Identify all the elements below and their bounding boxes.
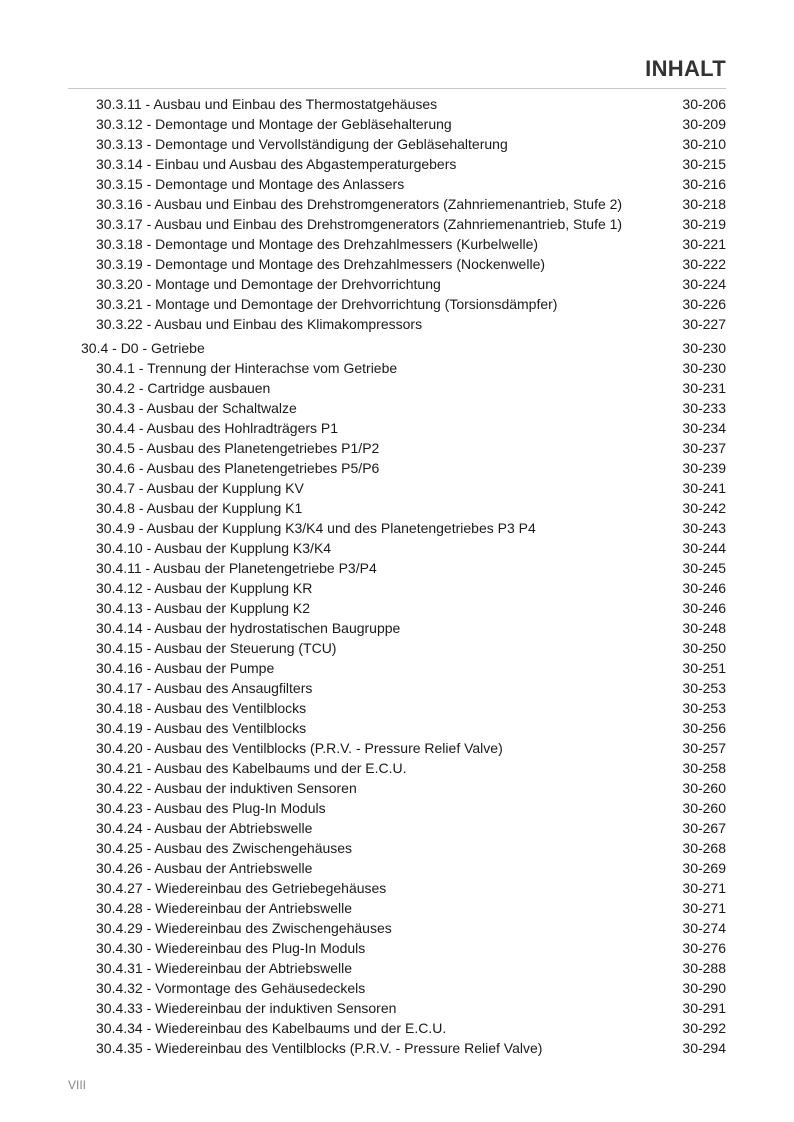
toc-entry-title: 30.3.22 - Ausbau und Einbau des Klimakompressors [96, 316, 423, 332]
toc-page-number: 30-224 [682, 276, 726, 292]
toc-page-number: 30-250 [682, 640, 726, 656]
toc-page-number: 30-227 [682, 316, 726, 332]
toc-entry-title: 30.3.17 - Ausbau und Einbau des Drehstromgenerators (Zahnriemenantrieb, Stufe 1) [96, 216, 623, 232]
toc-entry-title: 30.4.27 - Wiedereinbau des Getriebegehäuses [96, 880, 387, 896]
toc-entry-title: 30.3.13 - Demontage und Vervollständigung der Gebläsehalterung [96, 136, 508, 152]
toc-page-number: 30-215 [682, 156, 726, 172]
toc-page-number: 30-233 [682, 400, 726, 416]
toc-page-number: 30-246 [682, 600, 726, 616]
toc-page-number: 30-260 [682, 780, 726, 796]
toc-page-number: 30-292 [682, 1020, 726, 1036]
toc-entry-row [0, 294, 794, 314]
toc-entry-row [0, 314, 794, 334]
toc-entry-title: 30.4.23 - Ausbau des Plug-In Moduls [96, 800, 326, 816]
toc-entry-title: 30.4.4 - Ausbau des Hohlradträgers P1 [96, 420, 339, 436]
toc-entry-row [0, 398, 794, 418]
toc-page-number: 30-268 [682, 840, 726, 856]
toc-entry-row [0, 978, 794, 998]
toc-entry-row [0, 698, 794, 718]
toc-entry-title: 30.4.1 - Trennung der Hinterachse vom Getriebe [96, 360, 398, 376]
toc-page-number: 30-239 [682, 460, 726, 476]
toc-entry-title: 30.4.17 - Ausbau des Ansaugfilters [96, 680, 313, 696]
toc-entry-title: 30.4.6 - Ausbau des Planetengetriebes P5/P6 [96, 460, 380, 476]
toc-page-number: 30-216 [682, 176, 726, 192]
header-divider [68, 88, 726, 89]
toc-entry-title: 30.3.11 - Ausbau und Einbau des Thermostatgehäuses [96, 96, 438, 112]
toc-page-number: 30-256 [682, 720, 726, 736]
toc-entry-title: 30.3.16 - Ausbau und Einbau des Drehstromgenerators (Zahnriemenantrieb, Stufe 2) [96, 196, 623, 212]
toc-entry-row [0, 918, 794, 938]
toc-entry-row [0, 998, 794, 1018]
toc-entry-row [0, 658, 794, 678]
toc-page-number: 30-251 [682, 660, 726, 676]
toc-entry-title: 30.4.18 - Ausbau des Ventilblocks [96, 700, 307, 716]
toc-entry-row [0, 618, 794, 638]
toc-entry-title: 30.3.19 - Demontage und Montage des Drehzahlmessers (Nockenwelle) [96, 256, 546, 272]
toc-entry-title: 30.4.9 - Ausbau der Kupplung K3/K4 und des Planetengetriebes P3 P4 [96, 520, 536, 536]
toc-entry-row [0, 234, 794, 254]
toc-entry-row [0, 498, 794, 518]
toc-page-number: 30-271 [682, 880, 726, 896]
toc-page-number: 30-267 [682, 820, 726, 836]
toc-entry-title: 30.3.14 - Einbau und Ausbau des Abgastemperaturgebers [96, 156, 457, 172]
toc-entry-row [0, 378, 794, 398]
toc-entry-title: 30.4.20 - Ausbau des Ventilblocks (P.R.V. - Pressure Relief Valve) [96, 740, 503, 756]
toc-entry-title: 30.3.12 - Demontage und Montage der Gebläsehalterung [96, 116, 452, 132]
toc-entry-title: 30.4.35 - Wiedereinbau des Ventilblocks (P.R.V. - Pressure Relief Valve) [96, 1040, 543, 1056]
toc-entry-title: 30.4.19 - Ausbau des Ventilblocks [96, 720, 307, 736]
toc-entry-row [0, 598, 794, 618]
toc-page-number: 30-219 [682, 216, 726, 232]
toc-page-number: 30-253 [682, 680, 726, 696]
toc-entry-row [0, 858, 794, 878]
toc-entry-title: 30.4.13 - Ausbau der Kupplung K2 [96, 600, 311, 616]
toc-page-number: 30-248 [682, 620, 726, 636]
toc-entry-row [0, 538, 794, 558]
toc-entry-row [0, 958, 794, 978]
toc-entry-title: 30.4.34 - Wiedereinbau des Kabelbaums und der E.C.U. [96, 1020, 447, 1036]
toc-entry-row [0, 134, 794, 154]
toc-entry-row [0, 938, 794, 958]
toc-page-number: 30-274 [682, 920, 726, 936]
toc-entry-title: 30.4.8 - Ausbau der Kupplung K1 [96, 500, 303, 516]
toc-entry-title: 30.4.33 - Wiedereinbau der induktiven Sensoren [96, 1000, 397, 1016]
toc-entry-row [0, 274, 794, 294]
toc-entry-row [0, 214, 794, 234]
toc-entry-title: 30.4.30 - Wiedereinbau des Plug-In Moduls [96, 940, 366, 956]
toc-entry-title: 30.3.18 - Demontage und Montage des Drehzahlmessers (Kurbelwelle) [96, 236, 539, 252]
toc-page-number: 30-222 [682, 256, 726, 272]
toc-entry-title: 30.4 - D0 - Getriebe [81, 340, 205, 356]
toc-page-number: 30-260 [682, 800, 726, 816]
toc-page-number: 30-234 [682, 420, 726, 436]
toc-entry-row [0, 94, 794, 114]
toc-entry-row [0, 638, 794, 658]
toc-entry-row [0, 678, 794, 698]
toc-entry-row [0, 898, 794, 918]
toc-entry-title: 30.4.11 - Ausbau der Planetengetriebe P3/P4 [96, 560, 377, 576]
toc-entry-title: 30.3.20 - Montage und Demontage der Drehvorrichtung [96, 276, 441, 292]
toc-page-number: 30-288 [682, 960, 726, 976]
toc-entry-row [0, 558, 794, 578]
toc-entry-row [0, 1038, 794, 1058]
toc-page-number: 30-206 [682, 96, 726, 112]
toc-page-number: 30-253 [682, 700, 726, 716]
toc-entry-row [0, 798, 794, 818]
toc-entry-row [0, 194, 794, 214]
toc-page-number: 30-276 [682, 940, 726, 956]
toc-entry-row [0, 758, 794, 778]
toc-entry-row [0, 1018, 794, 1038]
toc-entry-title: 30.4.2 - Cartridge ausbauen [96, 380, 271, 396]
toc-entry-row [0, 358, 794, 378]
toc-entry-row [0, 254, 794, 274]
toc-page-number: 30-290 [682, 980, 726, 996]
toc-page-number: 30-258 [682, 760, 726, 776]
page-number: VIII [68, 1078, 87, 1092]
toc-entry-title: 30.4.5 - Ausbau des Planetengetriebes P1/P2 [96, 440, 380, 456]
toc-page-number: 30-245 [682, 560, 726, 576]
toc-entry-title: 30.4.10 - Ausbau der Kupplung K3/K4 [96, 540, 332, 556]
toc-entry-title: 30.4.15 - Ausbau der Steuerung (TCU) [96, 640, 337, 656]
toc-page-number: 30-257 [682, 740, 726, 756]
toc-page-number: 30-209 [682, 116, 726, 132]
toc-page-number: 30-246 [682, 580, 726, 596]
toc-page-number: 30-230 [682, 360, 726, 376]
toc-page-number: 30-237 [682, 440, 726, 456]
toc-entry-title: 30.3.15 - Demontage und Montage des Anlassers [96, 176, 405, 192]
toc-entry-title: 30.4.28 - Wiedereinbau der Antriebswelle [96, 900, 353, 916]
toc-entry-title: 30.4.16 - Ausbau der Pumpe [96, 660, 275, 676]
toc-entry-row [0, 154, 794, 174]
toc-page-number: 30-218 [682, 196, 726, 212]
toc-entry-row [0, 838, 794, 858]
toc-page-number: 30-221 [682, 236, 726, 252]
toc-entry-row [0, 578, 794, 598]
toc-page-number: 30-242 [682, 500, 726, 516]
toc-entry-row [0, 478, 794, 498]
toc-entry-row [0, 738, 794, 758]
toc-page-number: 30-244 [682, 540, 726, 556]
toc-entry-row [0, 458, 794, 478]
toc-entry-title: 30.4.26 - Ausbau der Antriebswelle [96, 860, 313, 876]
toc-page-number: 30-231 [682, 380, 726, 396]
toc-page-number: 30-230 [682, 340, 726, 356]
table-of-contents [0, 94, 794, 1058]
toc-page-number: 30-210 [682, 136, 726, 152]
toc-entry-row [0, 778, 794, 798]
toc-entry-title: 30.4.21 - Ausbau des Kabelbaums und der E.C.U. [96, 760, 407, 776]
toc-entry-row [0, 438, 794, 458]
toc-entry-title: 30.4.32 - Vormontage des Gehäusedeckels [96, 980, 366, 996]
toc-page-number: 30-291 [682, 1000, 726, 1016]
toc-section-row [0, 338, 794, 358]
toc-entry-title: 30.3.21 - Montage und Demontage der Drehvorrichtung (Torsionsdämpfer) [96, 296, 558, 312]
toc-entry-title: 30.4.24 - Ausbau der Abtriebswelle [96, 820, 313, 836]
toc-entry-row [0, 818, 794, 838]
toc-entry-title: 30.4.12 - Ausbau der Kupplung KR [96, 580, 313, 596]
toc-entry-title: 30.4.22 - Ausbau der induktiven Sensoren [96, 780, 357, 796]
toc-entry-row [0, 114, 794, 134]
toc-entry-row [0, 518, 794, 538]
toc-page-number: 30-226 [682, 296, 726, 312]
toc-page-number: 30-269 [682, 860, 726, 876]
toc-entry-row [0, 418, 794, 438]
toc-entry-row [0, 878, 794, 898]
toc-entry-title: 30.4.14 - Ausbau der hydrostatischen Baugruppe [96, 620, 401, 636]
toc-entry-title: 30.4.3 - Ausbau der Schaltwalze [96, 400, 297, 416]
toc-entry-title: 30.4.25 - Ausbau des Zwischengehäuses [96, 840, 353, 856]
toc-entry-title: 30.4.31 - Wiedereinbau der Abtriebswelle [96, 960, 353, 976]
toc-page-number: 30-243 [682, 520, 726, 536]
toc-entry-row [0, 718, 794, 738]
toc-page-number: 30-241 [682, 480, 726, 496]
toc-page-number: 30-271 [682, 900, 726, 916]
page-title: INHALT [645, 56, 726, 81]
toc-entry-row [0, 174, 794, 194]
toc-page-number: 30-294 [682, 1040, 726, 1056]
toc-entry-title: 30.4.29 - Wiedereinbau des Zwischengehäuses [96, 920, 392, 936]
toc-entry-title: 30.4.7 - Ausbau der Kupplung KV [96, 480, 304, 496]
